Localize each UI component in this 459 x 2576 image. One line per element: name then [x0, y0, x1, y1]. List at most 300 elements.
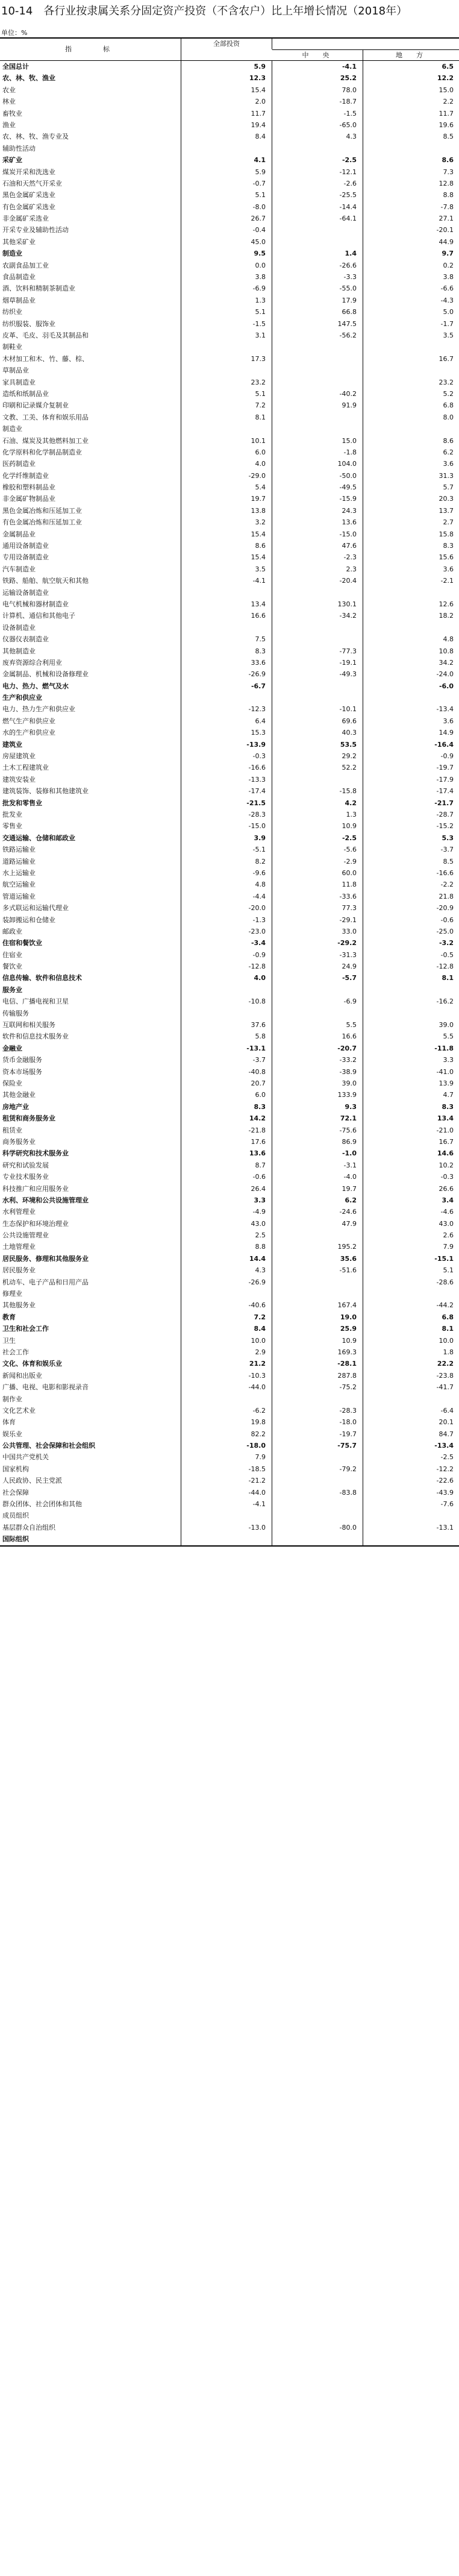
cell-total: -29.0 [248, 471, 266, 480]
cell-local: -23.8 [436, 1371, 454, 1380]
table-row [0, 1346, 459, 1358]
cell-total: -4.4 [252, 892, 266, 900]
cell-total: 17.6 [251, 1137, 266, 1146]
table-row [0, 680, 459, 692]
cell-central: 29.2 [342, 752, 357, 761]
row-label: 餐饮业 [2, 963, 22, 971]
cell-total: -40.6 [248, 1301, 266, 1310]
table-row [0, 341, 459, 353]
table-row [0, 1078, 459, 1089]
row-label: 全国总计 [2, 63, 29, 71]
cell-central: 1.3 [346, 811, 357, 818]
cell-total: -44.0 [248, 1383, 266, 1392]
table-row [0, 318, 459, 330]
cell-central: -75.2 [339, 1383, 357, 1392]
cell-total: -3.7 [252, 1056, 266, 1064]
cell-total: -0.9 [252, 950, 266, 959]
row-label: 金融业 [2, 1044, 22, 1052]
cell-local: 10.2 [439, 1161, 454, 1169]
table-row [0, 1101, 459, 1113]
table-row [0, 1264, 459, 1276]
cell-central: 10.9 [342, 822, 357, 831]
cell-local: -2.2 [440, 881, 454, 889]
cell-total: 15.4 [251, 86, 266, 94]
table-row [0, 820, 459, 832]
cell-local: -13.4 [436, 705, 454, 714]
row-label: 公共管理、社会保障和社会组织 [2, 1442, 95, 1450]
cell-total: -12.3 [248, 705, 266, 714]
table-row [0, 774, 459, 785]
cell-central: -12.1 [339, 168, 357, 176]
row-label: 家具制造业 [2, 378, 36, 386]
cell-central: -2.5 [342, 156, 357, 165]
row-label: 设备制造业 [2, 623, 36, 632]
cell-local: -25.0 [436, 927, 454, 935]
cell-central: 91.9 [342, 401, 357, 410]
row-label: 生态保护和环境治理业 [2, 1219, 69, 1228]
table-row [0, 505, 459, 517]
cell-central: -65.0 [339, 121, 357, 129]
cell-local: 26.6 [439, 1184, 454, 1193]
cell-local: -13.4 [434, 1442, 454, 1450]
table-row [0, 1381, 459, 1393]
table-row [0, 1288, 459, 1299]
cell-total: 11.7 [251, 109, 266, 118]
cell-total: 17.3 [251, 354, 266, 363]
cell-total: -8.0 [252, 203, 266, 211]
cell-local: -12.2 [436, 1465, 454, 1473]
cell-total: -13.0 [248, 1523, 266, 1531]
cell-central: -38.9 [339, 1067, 357, 1076]
table-row [0, 189, 459, 201]
table-row [0, 1393, 459, 1405]
cell-total: 5.1 [255, 308, 266, 316]
cell-central: 69.6 [342, 717, 357, 725]
cell-total: 8.7 [255, 1161, 266, 1169]
row-label: 纺织服装、服饰业 [2, 319, 55, 328]
cell-central: -1.8 [343, 448, 357, 456]
cell-central: -19.7 [339, 1430, 357, 1438]
table-row [0, 1416, 459, 1428]
cell-local: -24.0 [436, 670, 454, 679]
row-label: 水的生产和供应业 [2, 729, 55, 737]
table-row [0, 260, 459, 271]
row-label: 畜牧业 [2, 109, 22, 118]
cell-central: 167.4 [337, 1301, 357, 1310]
row-label: 国家机构 [2, 1465, 29, 1473]
cell-central: 13.6 [342, 518, 357, 527]
row-label: 运输设备制造业 [2, 588, 49, 597]
cell-central: 60.0 [342, 869, 357, 877]
cell-central: 24.9 [342, 963, 357, 971]
table-row [0, 84, 459, 96]
cell-total: 15.3 [251, 729, 266, 737]
cell-central: 4.2 [345, 799, 357, 807]
row-label: 采矿业 [2, 156, 22, 165]
row-label: 住宿和餐饮业 [2, 939, 42, 947]
row-label: 仪器仪表制造业 [2, 635, 49, 644]
table-row [0, 739, 459, 750]
cell-total: 8.2 [255, 857, 266, 865]
cell-total: -28.3 [248, 811, 266, 818]
cell-local: 5.0 [443, 308, 454, 316]
table-row [0, 1487, 459, 1498]
cell-total: -13.3 [248, 775, 266, 784]
row-label: 广播、电视、电影和影视录音 [2, 1383, 89, 1392]
table-row [0, 1206, 459, 1217]
cell-central: 19.7 [342, 1184, 357, 1193]
table-row [0, 365, 459, 376]
cell-total: 6.0 [255, 448, 266, 456]
table-header [0, 39, 459, 61]
table-row [0, 108, 459, 119]
cell-central: 287.8 [337, 1371, 357, 1380]
cell-local: -3.2 [439, 939, 454, 947]
row-label: 群众团体、社会团体和其他 [2, 1500, 82, 1509]
table-row [0, 377, 459, 388]
cell-total: 5.1 [255, 389, 266, 398]
cell-local: 16.7 [439, 1137, 454, 1146]
header-local: 地 方 [363, 49, 459, 61]
row-label: 石油和天然气开采业 [2, 179, 62, 187]
cell-local: 8.1 [442, 974, 454, 982]
row-label: 计算机、通信和其他电子 [2, 612, 75, 620]
cell-local: 4.8 [443, 635, 454, 644]
row-label: 多式联运和运输代理业 [2, 904, 69, 913]
row-label: 软件和信息技术服务业 [2, 1032, 69, 1041]
cell-total: 8.4 [255, 133, 266, 141]
table-row [0, 493, 459, 504]
row-label: 修理业 [2, 1290, 22, 1298]
cell-total: 7.9 [255, 1453, 266, 1462]
table-row [0, 1125, 459, 1136]
cell-central: -75.6 [339, 1126, 357, 1134]
table-row [0, 1054, 459, 1066]
table-row [0, 1277, 459, 1288]
cell-central: -1.0 [342, 1149, 357, 1158]
table-row [0, 891, 459, 902]
cell-total: 19.7 [251, 495, 266, 503]
row-label: 食品制造业 [2, 273, 36, 281]
cell-local: 8.8 [443, 191, 454, 199]
table-row [0, 972, 459, 984]
cell-total: 26.4 [251, 1184, 266, 1193]
table-row [0, 1358, 459, 1369]
table-row [0, 154, 459, 166]
table-row [0, 529, 459, 540]
cell-central: -20.7 [337, 1044, 357, 1052]
table-row [0, 1113, 459, 1124]
cell-local: 13.7 [439, 506, 454, 515]
cell-local: 8.5 [443, 857, 454, 865]
cell-total: 5.9 [255, 168, 266, 176]
row-label: 电信、广播电视和卫星 [2, 997, 69, 1006]
cell-total: 6.4 [255, 717, 266, 725]
row-label: 草制品业 [2, 366, 29, 375]
table-row [0, 1008, 459, 1019]
header-industry: 指 标 [0, 39, 181, 60]
cell-central: -49.3 [339, 670, 357, 679]
table-row [0, 248, 459, 259]
header-total: 全部投资 [181, 39, 272, 49]
cell-central: -6.9 [343, 997, 357, 1006]
cell-local: -15.1 [434, 1254, 454, 1263]
cell-local: -43.9 [436, 1488, 454, 1497]
cell-total: 23.2 [251, 378, 266, 386]
cell-central: 25.2 [340, 74, 357, 83]
cell-central: 19.0 [340, 1313, 357, 1321]
row-label: 制作业 [2, 1395, 22, 1403]
row-label: 建筑装饰、装修和其他建筑业 [2, 787, 89, 796]
table-row [0, 1089, 459, 1101]
cell-central: -2.9 [343, 857, 357, 865]
table-row [0, 271, 459, 283]
cell-central: -3.3 [343, 273, 357, 281]
row-label: 国际组织 [2, 1535, 29, 1544]
cell-total: -0.4 [252, 226, 266, 234]
row-label: 成员组织 [2, 1512, 29, 1520]
row-label: 铁路运输业 [2, 846, 36, 854]
cell-central: -79.2 [339, 1465, 357, 1473]
cell-central: 78.0 [342, 86, 357, 94]
cell-total: 43.0 [251, 1219, 266, 1228]
table-row [0, 1475, 459, 1486]
table-row [0, 213, 459, 224]
cell-central: -1.5 [343, 109, 357, 118]
row-label: 开采专业及辅助性活动 [2, 226, 69, 234]
table-row [0, 1405, 459, 1416]
row-label: 人民政协、民主党派 [2, 1477, 62, 1485]
row-label: 有色金属矿采选业 [2, 203, 55, 211]
row-label: 研究和试验发展 [2, 1161, 49, 1169]
cell-central: 15.0 [342, 436, 357, 445]
cell-local: -2.1 [440, 577, 454, 585]
row-label: 生产和供应业 [2, 694, 42, 702]
row-label: 农、林、牧、渔专业及 [2, 133, 69, 141]
cell-local: -17.9 [436, 775, 454, 784]
cell-local: 8.6 [443, 436, 454, 445]
table-row [0, 517, 459, 528]
table-row [0, 551, 459, 563]
cell-local: 12.6 [439, 600, 454, 608]
cell-central: -2.5 [342, 834, 357, 842]
table-row [0, 1031, 459, 1042]
cell-central: -18.0 [339, 1418, 357, 1427]
cell-central: -33.6 [339, 892, 357, 900]
cell-central: 133.9 [337, 1091, 357, 1099]
cell-total: -0.6 [252, 1173, 266, 1181]
row-label: 公共设施管理业 [2, 1231, 49, 1240]
cell-central: -40.2 [339, 389, 357, 398]
table-row [0, 633, 459, 645]
cell-total: -0.3 [252, 752, 266, 761]
table-row [0, 856, 459, 867]
table-row [0, 646, 459, 657]
cell-total: 3.5 [255, 565, 266, 573]
cell-total: 15.4 [251, 553, 266, 562]
cell-local: -2.5 [440, 1453, 454, 1462]
cell-local: 9.7 [442, 250, 454, 258]
cell-local: 3.5 [443, 331, 454, 339]
cell-total: 16.6 [251, 612, 266, 620]
row-label: 批发和零售业 [2, 799, 42, 807]
cell-total: -21.2 [248, 1477, 266, 1485]
cell-central: -5.7 [342, 974, 357, 982]
table-row [0, 1428, 459, 1440]
cell-central: 130.1 [337, 600, 357, 608]
row-label: 木材加工和木、竹、藤、棕、 [2, 354, 89, 363]
table-row [0, 1510, 459, 1521]
table-row [0, 1323, 459, 1334]
cell-total: -10.3 [248, 1371, 266, 1380]
cell-local: 8.3 [442, 1102, 454, 1111]
cell-local: -28.7 [436, 811, 454, 818]
cell-local: 4.7 [443, 1091, 454, 1099]
cell-local: 10.8 [439, 647, 454, 655]
cell-total: 33.6 [251, 658, 266, 667]
row-label: 黑色金属冶炼和压延加工业 [2, 506, 82, 515]
cell-total: 2.9 [255, 1348, 266, 1356]
table-row [0, 598, 459, 610]
row-label: 纺织业 [2, 308, 22, 316]
row-label: 土地管理业 [2, 1243, 36, 1251]
cell-total: 8.1 [255, 413, 266, 421]
table-row [0, 1451, 459, 1463]
table-row [0, 879, 459, 890]
table-row [0, 1218, 459, 1230]
table-row [0, 949, 459, 961]
row-label: 酒、饮料和精制茶制造业 [2, 284, 75, 293]
table-row [0, 1253, 459, 1264]
cell-local: -4.3 [440, 296, 454, 304]
cell-total: 13.8 [251, 506, 266, 515]
row-label: 科学研究和技术服务业 [2, 1149, 69, 1158]
cell-total: -4.9 [252, 1208, 266, 1216]
cell-local: 5.2 [443, 389, 454, 398]
cell-central: 1.4 [345, 250, 357, 258]
cell-central: 16.6 [342, 1032, 357, 1041]
cell-local: -1.7 [440, 319, 454, 328]
table-bottom-rule [0, 1545, 459, 1547]
row-label: 社会保障 [2, 1488, 29, 1497]
cell-total: 0.0 [255, 261, 266, 269]
table-row [0, 832, 459, 844]
table-row [0, 283, 459, 294]
cell-local: -20.9 [436, 904, 454, 913]
table-row [0, 470, 459, 482]
table-row [0, 61, 459, 72]
cell-central: -18.7 [339, 98, 357, 106]
row-label: 新闻和出版业 [2, 1371, 42, 1380]
cell-total: 4.8 [255, 881, 266, 889]
cell-local: 6.8 [442, 1313, 454, 1321]
cell-central: -80.0 [339, 1523, 357, 1531]
table-row [0, 1160, 459, 1171]
cell-local: 1.8 [443, 1348, 454, 1356]
row-label: 铁路、船舶、航空航天和其他 [2, 577, 89, 585]
cell-total: -26.9 [248, 1278, 266, 1286]
row-label: 农业 [2, 86, 16, 94]
table-row [0, 458, 459, 470]
cell-central: -15.9 [339, 495, 357, 503]
cell-central: -31.3 [339, 950, 357, 959]
cell-central: -55.0 [339, 284, 357, 293]
row-label: 化学纤维制造业 [2, 471, 49, 480]
cell-total: 3.8 [255, 273, 266, 281]
cell-total: 21.2 [249, 1360, 266, 1368]
table-row [0, 1241, 459, 1252]
cell-local: 8.0 [443, 413, 454, 421]
cell-central: -25.5 [339, 191, 357, 199]
row-label: 其他金融业 [2, 1091, 36, 1099]
cell-local: -3.7 [440, 846, 454, 854]
table-row [0, 388, 459, 400]
cell-local: -20.1 [436, 226, 454, 234]
cell-total: 37.6 [251, 1021, 266, 1029]
cell-total: 10.1 [251, 436, 266, 445]
row-label: 制鞋业 [2, 343, 22, 351]
cell-total: 14.2 [249, 1114, 266, 1123]
row-label: 交通运输、仓储和邮政业 [2, 834, 75, 842]
row-label: 房屋建筑业 [2, 752, 36, 761]
cell-central: -56.2 [339, 331, 357, 339]
row-label: 保险业 [2, 1079, 22, 1087]
cell-total: 12.3 [249, 74, 266, 83]
table-row [0, 1148, 459, 1159]
cell-local: 14.6 [437, 1149, 454, 1158]
cell-total: -17.4 [248, 787, 266, 796]
cell-local: -22.6 [436, 1477, 454, 1485]
cell-local: 19.6 [439, 121, 454, 129]
cell-total: 3.3 [254, 1196, 266, 1204]
table-row [0, 1312, 459, 1323]
cell-local: 0.2 [443, 261, 454, 269]
cell-local: -11.8 [434, 1044, 454, 1052]
cell-total: -0.7 [252, 179, 266, 187]
cell-central: -24.6 [339, 1208, 357, 1216]
cell-central: 53.5 [340, 740, 357, 749]
cell-total: 20.7 [251, 1079, 266, 1087]
cell-total: -26.9 [248, 670, 266, 679]
cell-local: 3.4 [442, 1196, 454, 1204]
table-row [0, 914, 459, 926]
cell-central: 25.9 [340, 1325, 357, 1333]
row-label: 商务服务业 [2, 1137, 36, 1146]
table-row [0, 996, 459, 1007]
row-label: 管道运输业 [2, 892, 36, 900]
row-label: 黑色金属矿采选业 [2, 191, 55, 199]
table-row [0, 330, 459, 341]
cell-central: -64.1 [339, 215, 357, 223]
cell-local: 21.8 [439, 892, 454, 900]
row-label: 专业技术服务业 [2, 1173, 49, 1181]
cell-local: 15.8 [439, 530, 454, 538]
row-label: 卫生 [2, 1336, 16, 1345]
row-label: 文化艺术业 [2, 1406, 36, 1415]
table-row [0, 692, 459, 703]
cell-central: 40.3 [342, 729, 357, 737]
table-row [0, 785, 459, 797]
cell-total: 5.8 [255, 1032, 266, 1041]
cell-central: 5.5 [346, 1021, 357, 1029]
table-row [0, 353, 459, 365]
row-label: 非金属矿物制品业 [2, 495, 55, 503]
cell-central: 17.9 [342, 296, 357, 304]
table-row [0, 1043, 459, 1054]
row-label: 教育 [2, 1313, 16, 1321]
row-label: 电力、热力、燃气及水 [2, 682, 69, 690]
cell-local: -41.0 [436, 1067, 454, 1076]
